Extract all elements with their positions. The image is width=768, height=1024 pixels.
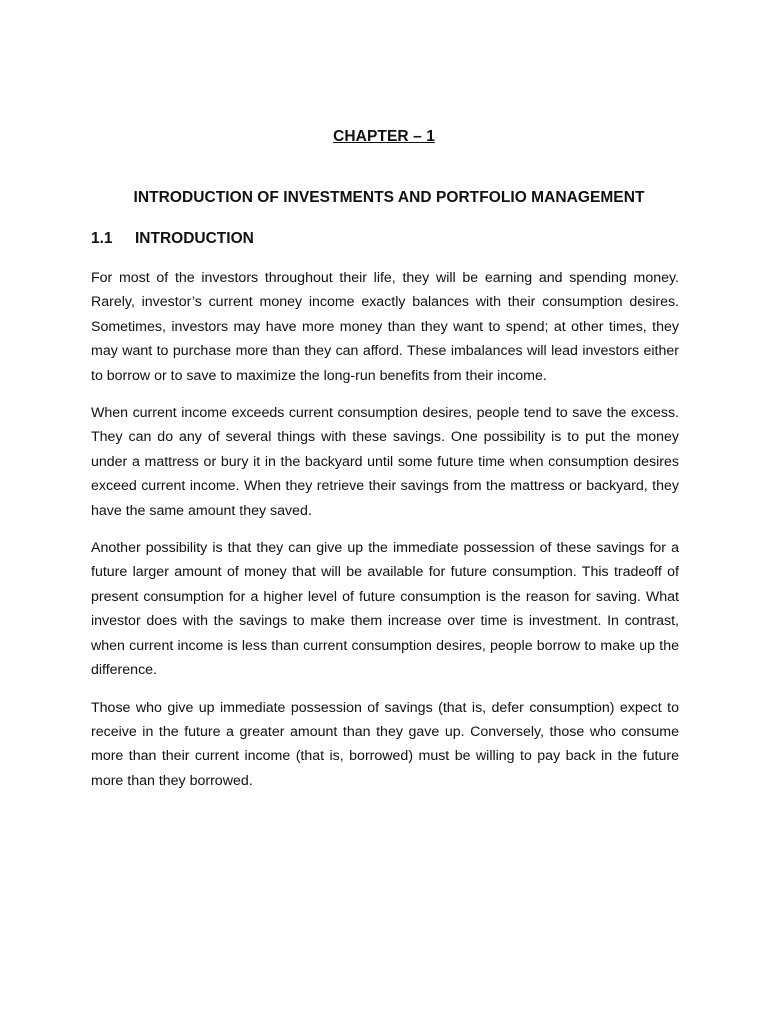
section-number: 1.1 [91,230,113,247]
body-text [91,266,679,806]
paragraph: When current income exceeds current consumption desires, people tend to save the excess. They can do any of several things with these savings. One possibility is to put the money under a mattress or bury it in the backyard until some future time when consumption desires exceed current income. When they retrieve their savings from the mattress or backyard, they have the same amount they saved. [91,405,679,519]
paragraph: Another possibility is that they can give up the immediate possession of these savings for a future larger amount of money that will be available for future consumption. This tradeoff of present consumption for a higher level of future consumption is the reason for saving. What investor does with the savings to make them increase over time is investment. In contrast, when current income is less than current consumption desires, people borrow to make up the difference. [91,540,679,679]
paragraph: For most of the investors throughout their life, they will be earning and spending money. Rarely, investor’s current money income exactly balances with their consumption desires. Sometimes, investors may have more money than they want to spend; at other times, they may want to purchase more than they can afford. These imbalances will lead investors either to borrow or to save to maximize the long-run benefits from their income. [91,270,679,384]
document-title: INTRODUCTION OF INVESTMENTS AND PORTFOLIO MANAGEMENT [133,189,645,206]
section-heading [91,230,254,248]
chapter-label: CHAPTER – 1 [333,128,435,145]
section-title: INTRODUCTION [135,230,254,247]
paragraph: Those who give up immediate possession of savings (that is, defer consumption) expect to receive in the future a greater amount than they gave up. Conversely, those who consume more than their current income (that is, borrowed) must be willing to pay back in the future more than they borrowed. [91,699,679,789]
